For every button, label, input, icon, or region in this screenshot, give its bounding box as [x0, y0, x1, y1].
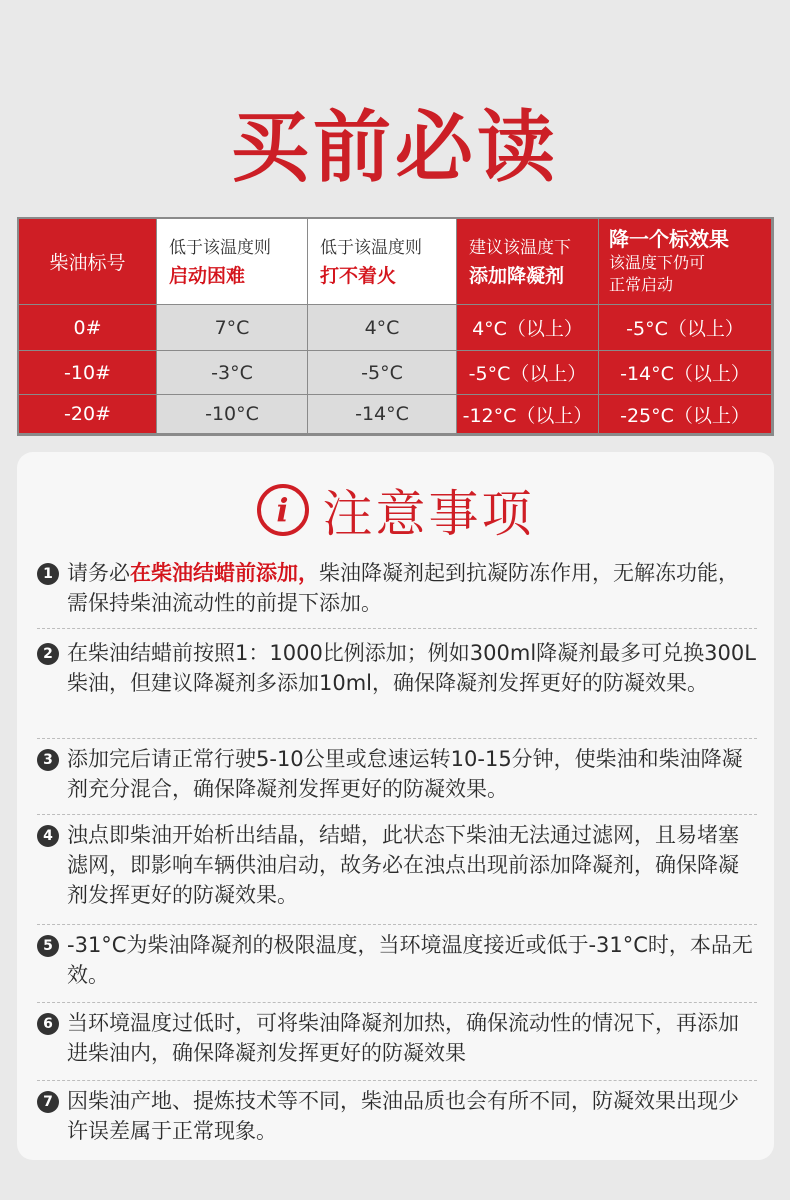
item-text: -31°C为柴油降凝剂的极限温度，当环境温度接近或低于-31°C时，本品无效。	[67, 933, 753, 987]
notice-item	[37, 558, 757, 618]
header-effect	[599, 219, 772, 305]
notice-item	[37, 1008, 757, 1068]
header-no-start-line1: 低于该温度则	[320, 237, 422, 258]
header-add-below-line1: 建议该温度下	[469, 237, 571, 258]
header-no-start	[308, 219, 457, 305]
header-effect-line2: 该温度下仍可	[609, 252, 706, 272]
notice-header	[17, 474, 774, 546]
table-cell-grade: -20#	[19, 395, 157, 434]
item-text: 当环境温度过低时，可将柴油降凝剂加热，确保流动性的情况下，再添加进柴油内，确保降凝剂发挥更好的防凝效果	[67, 1011, 739, 1065]
item-text-pre: 请务必	[67, 561, 130, 585]
item-number-badge: 4	[37, 825, 59, 847]
item-divider	[37, 1080, 757, 1081]
notice-item	[37, 1086, 757, 1146]
notice-title: 注意事项	[322, 485, 535, 543]
notice-item	[37, 930, 757, 990]
header-add-below-line2: 添加降凝剂	[469, 264, 565, 287]
table-cell-add-below: -12°C（以上）	[457, 395, 599, 434]
item-number-badge: 2	[37, 643, 59, 665]
item-number-badge: 7	[37, 1091, 59, 1113]
table-cell-grade: 0#	[19, 305, 157, 351]
item-text: 添加完后请正常行驶5-10公里或怠速运转10-15分钟，使柴油和柴油降凝剂充分混合，确保降凝剂发挥更好的防凝效果。	[67, 747, 743, 801]
table-cell-hard-start: 7°C	[157, 305, 308, 351]
item-divider	[37, 814, 757, 815]
item-text-highlight: 在柴油结蜡前添加，	[130, 561, 319, 585]
table-cell-add-below: 4°C（以上）	[457, 305, 599, 351]
notice-item	[37, 744, 757, 804]
notice-card	[17, 452, 774, 1160]
notice-item	[37, 638, 757, 698]
header-grade: 柴油标号	[19, 219, 157, 305]
table-cell-hard-start: -10°C	[157, 395, 308, 434]
table-cell-no-start: -5°C	[308, 351, 457, 395]
header-add-below	[457, 219, 599, 305]
item-number-badge: 3	[37, 749, 59, 771]
item-number-badge: 1	[37, 563, 59, 585]
item-text-post: 柴油降凝剂起到抗凝防冻作用，无解冻功能，需保持柴油流动性的前提下添加。	[67, 561, 739, 615]
table-cell-effect: -14°C（以上）	[599, 351, 772, 395]
table-cell-effect: -25°C（以上）	[599, 395, 772, 434]
item-divider	[37, 1002, 757, 1003]
header-effect-line1: 降一个标效果	[609, 226, 729, 251]
item-number-badge: 5	[37, 935, 59, 957]
item-text: 在柴油结蜡前按照1：1000比例添加；例如300ml降凝剂最多可兑换300L柴油，但建议降凝剂多添加10ml，确保降凝剂发挥更好的防凝效果。	[67, 641, 756, 695]
header-no-start-line2: 打不着火	[320, 264, 397, 287]
table-cell-grade: -10#	[19, 351, 157, 395]
diesel-grade-table	[17, 217, 774, 436]
item-divider	[37, 924, 757, 925]
table-cell-no-start: 4°C	[308, 305, 457, 351]
item-divider	[37, 738, 757, 739]
header-effect-line3: 正常启动	[609, 274, 674, 294]
table-cell-effect: -5°C（以上）	[599, 305, 772, 351]
item-number-badge: 6	[37, 1013, 59, 1035]
table-cell-hard-start: -3°C	[157, 351, 308, 395]
notice-item	[37, 820, 757, 910]
item-text: 浊点即柴油开始析出结晶，结蜡，此状态下柴油无法通过滤网，且易堵塞滤网，即影响车辆供油启动，故务必在浊点出现前添加降凝剂，确保降凝剂发挥更好的防凝效果。	[67, 823, 739, 907]
item-text: 因柴油产地、提炼技术等不同，柴油品质也会有所不同，防凝效果出现少许误差属于正常现象。	[67, 1089, 739, 1143]
page-headline: 买前必读	[230, 103, 559, 193]
table-cell-add-below: -5°C（以上）	[457, 351, 599, 395]
header-hard-start-line1: 低于该温度则	[169, 237, 271, 258]
table-cell-no-start: -14°C	[308, 395, 457, 434]
info-icon: i	[257, 484, 309, 536]
item-divider	[37, 628, 757, 629]
header-hard-start	[157, 219, 308, 305]
header-hard-start-line2: 启动困难	[169, 264, 246, 287]
